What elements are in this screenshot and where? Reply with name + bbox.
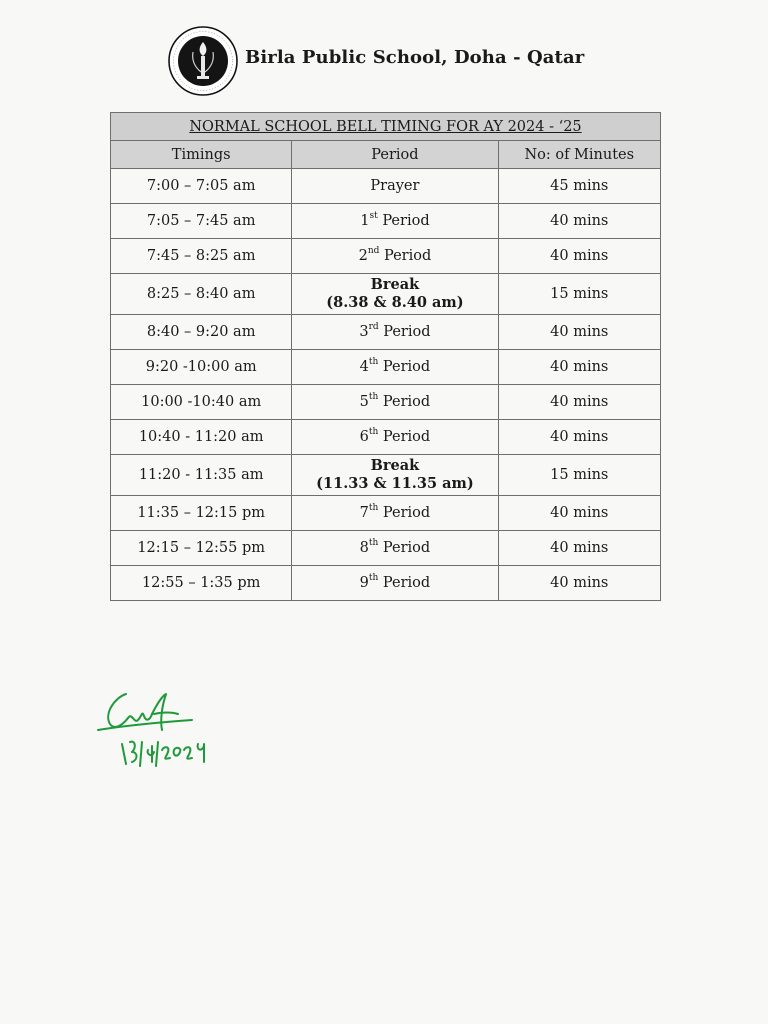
table-row [111, 531, 661, 566]
period-number: 5 [359, 394, 369, 410]
break-bell-times: (8.38 & 8.40 am) [326, 294, 464, 311]
period-number: 8 [359, 540, 369, 556]
break-bell-times: (11.33 & 11.35 am) [316, 475, 474, 492]
cell-minutes: 40 mins [498, 239, 660, 274]
cell-minutes: 40 mins [498, 496, 660, 531]
table-row [111, 566, 661, 601]
cell-minutes: 40 mins [498, 566, 660, 601]
cell-timing: 8:25 – 8:40 am [111, 274, 292, 315]
cell-period [292, 385, 498, 420]
table-row [111, 420, 661, 455]
cell-minutes: 40 mins [498, 531, 660, 566]
period-word: Period [378, 429, 431, 445]
period-word: Period [378, 324, 431, 340]
period-word: Period [378, 540, 431, 556]
period-ordinal-suffix: th [368, 427, 379, 438]
period-ordinal-suffix: th [368, 573, 379, 584]
table-row [111, 204, 661, 239]
cell-timing: 7:05 – 7:45 am [111, 204, 292, 239]
period-number: 3 [359, 324, 369, 340]
cell-period [292, 315, 498, 350]
period-number: 7 [359, 505, 369, 521]
period-ordinal-suffix: nd [367, 246, 380, 257]
cell-period [292, 239, 498, 274]
period-number: 2 [358, 248, 368, 264]
cell-period [292, 566, 498, 601]
cell-minutes: 40 mins [498, 204, 660, 239]
cell-period [292, 496, 498, 531]
period-ordinal-suffix: th [368, 538, 379, 549]
cell-period [292, 274, 498, 315]
cell-minutes: 45 mins [498, 169, 660, 204]
cell-timing: 12:55 – 1:35 pm [111, 566, 292, 601]
table-header-row [111, 141, 661, 169]
table-row [111, 350, 661, 385]
cell-period [292, 169, 498, 204]
cell-minutes: 15 mins [498, 274, 660, 315]
table-row [111, 385, 661, 420]
cell-period [292, 455, 498, 496]
cell-timing: 9:20 -10:00 am [111, 350, 292, 385]
column-header-timings: Timings [111, 141, 292, 169]
column-header-minutes: No: of Minutes [498, 141, 660, 169]
period-ordinal-suffix: st [369, 211, 378, 222]
cell-timing: 7:45 – 8:25 am [111, 239, 292, 274]
table-row [111, 169, 661, 204]
school-logo [168, 26, 238, 96]
cell-period [292, 531, 498, 566]
period-number: 9 [359, 575, 369, 591]
period-ordinal-suffix: th [368, 392, 379, 403]
cell-timing: 11:35 – 12:15 pm [111, 496, 292, 531]
table-body [111, 169, 661, 601]
break-label: Break [370, 276, 420, 293]
table-title: NORMAL SCHOOL BELL TIMING FOR AY 2024 - ‘25 [111, 113, 661, 141]
period-word: Period [378, 575, 431, 591]
cell-timing: 7:00 – 7:05 am [111, 169, 292, 204]
cell-period [292, 204, 498, 239]
period-word: Period [378, 505, 431, 521]
table-row [111, 274, 661, 315]
period-number: 4 [359, 359, 369, 375]
table-title-row [111, 113, 661, 141]
period-word: Period [377, 213, 430, 229]
period-number: Prayer [370, 178, 420, 194]
cell-period [292, 420, 498, 455]
school-name: Birla Public School, Doha - Qatar [245, 46, 585, 68]
cell-minutes: 40 mins [498, 315, 660, 350]
cell-timing: 10:00 -10:40 am [111, 385, 292, 420]
period-ordinal-suffix: th [368, 357, 379, 368]
cell-minutes: 40 mins [498, 350, 660, 385]
period-number: 1 [360, 213, 370, 229]
cell-period [292, 350, 498, 385]
period-number: 6 [359, 429, 369, 445]
cell-timing: 10:40 - 11:20 am [111, 420, 292, 455]
table-row [111, 239, 661, 274]
period-word: Period [378, 394, 431, 410]
period-word: Period [378, 359, 431, 375]
cell-timing: 8:40 – 9:20 am [111, 315, 292, 350]
bell-timing-table [110, 112, 661, 601]
table-row [111, 455, 661, 496]
column-header-period: Period [292, 141, 498, 169]
table-row [111, 315, 661, 350]
document-header [168, 26, 584, 96]
cell-minutes: 40 mins [498, 420, 660, 455]
cell-minutes: 40 mins [498, 385, 660, 420]
break-label: Break [370, 457, 420, 474]
cell-minutes: 15 mins [498, 455, 660, 496]
period-ordinal-suffix: rd [368, 322, 379, 333]
table-row [111, 496, 661, 531]
cell-timing: 12:15 – 12:55 pm [111, 531, 292, 566]
cell-timing: 11:20 - 11:35 am [111, 455, 292, 496]
handwritten-signature [92, 686, 222, 776]
period-ordinal-suffix: th [368, 503, 379, 514]
period-word: Period [379, 248, 432, 264]
